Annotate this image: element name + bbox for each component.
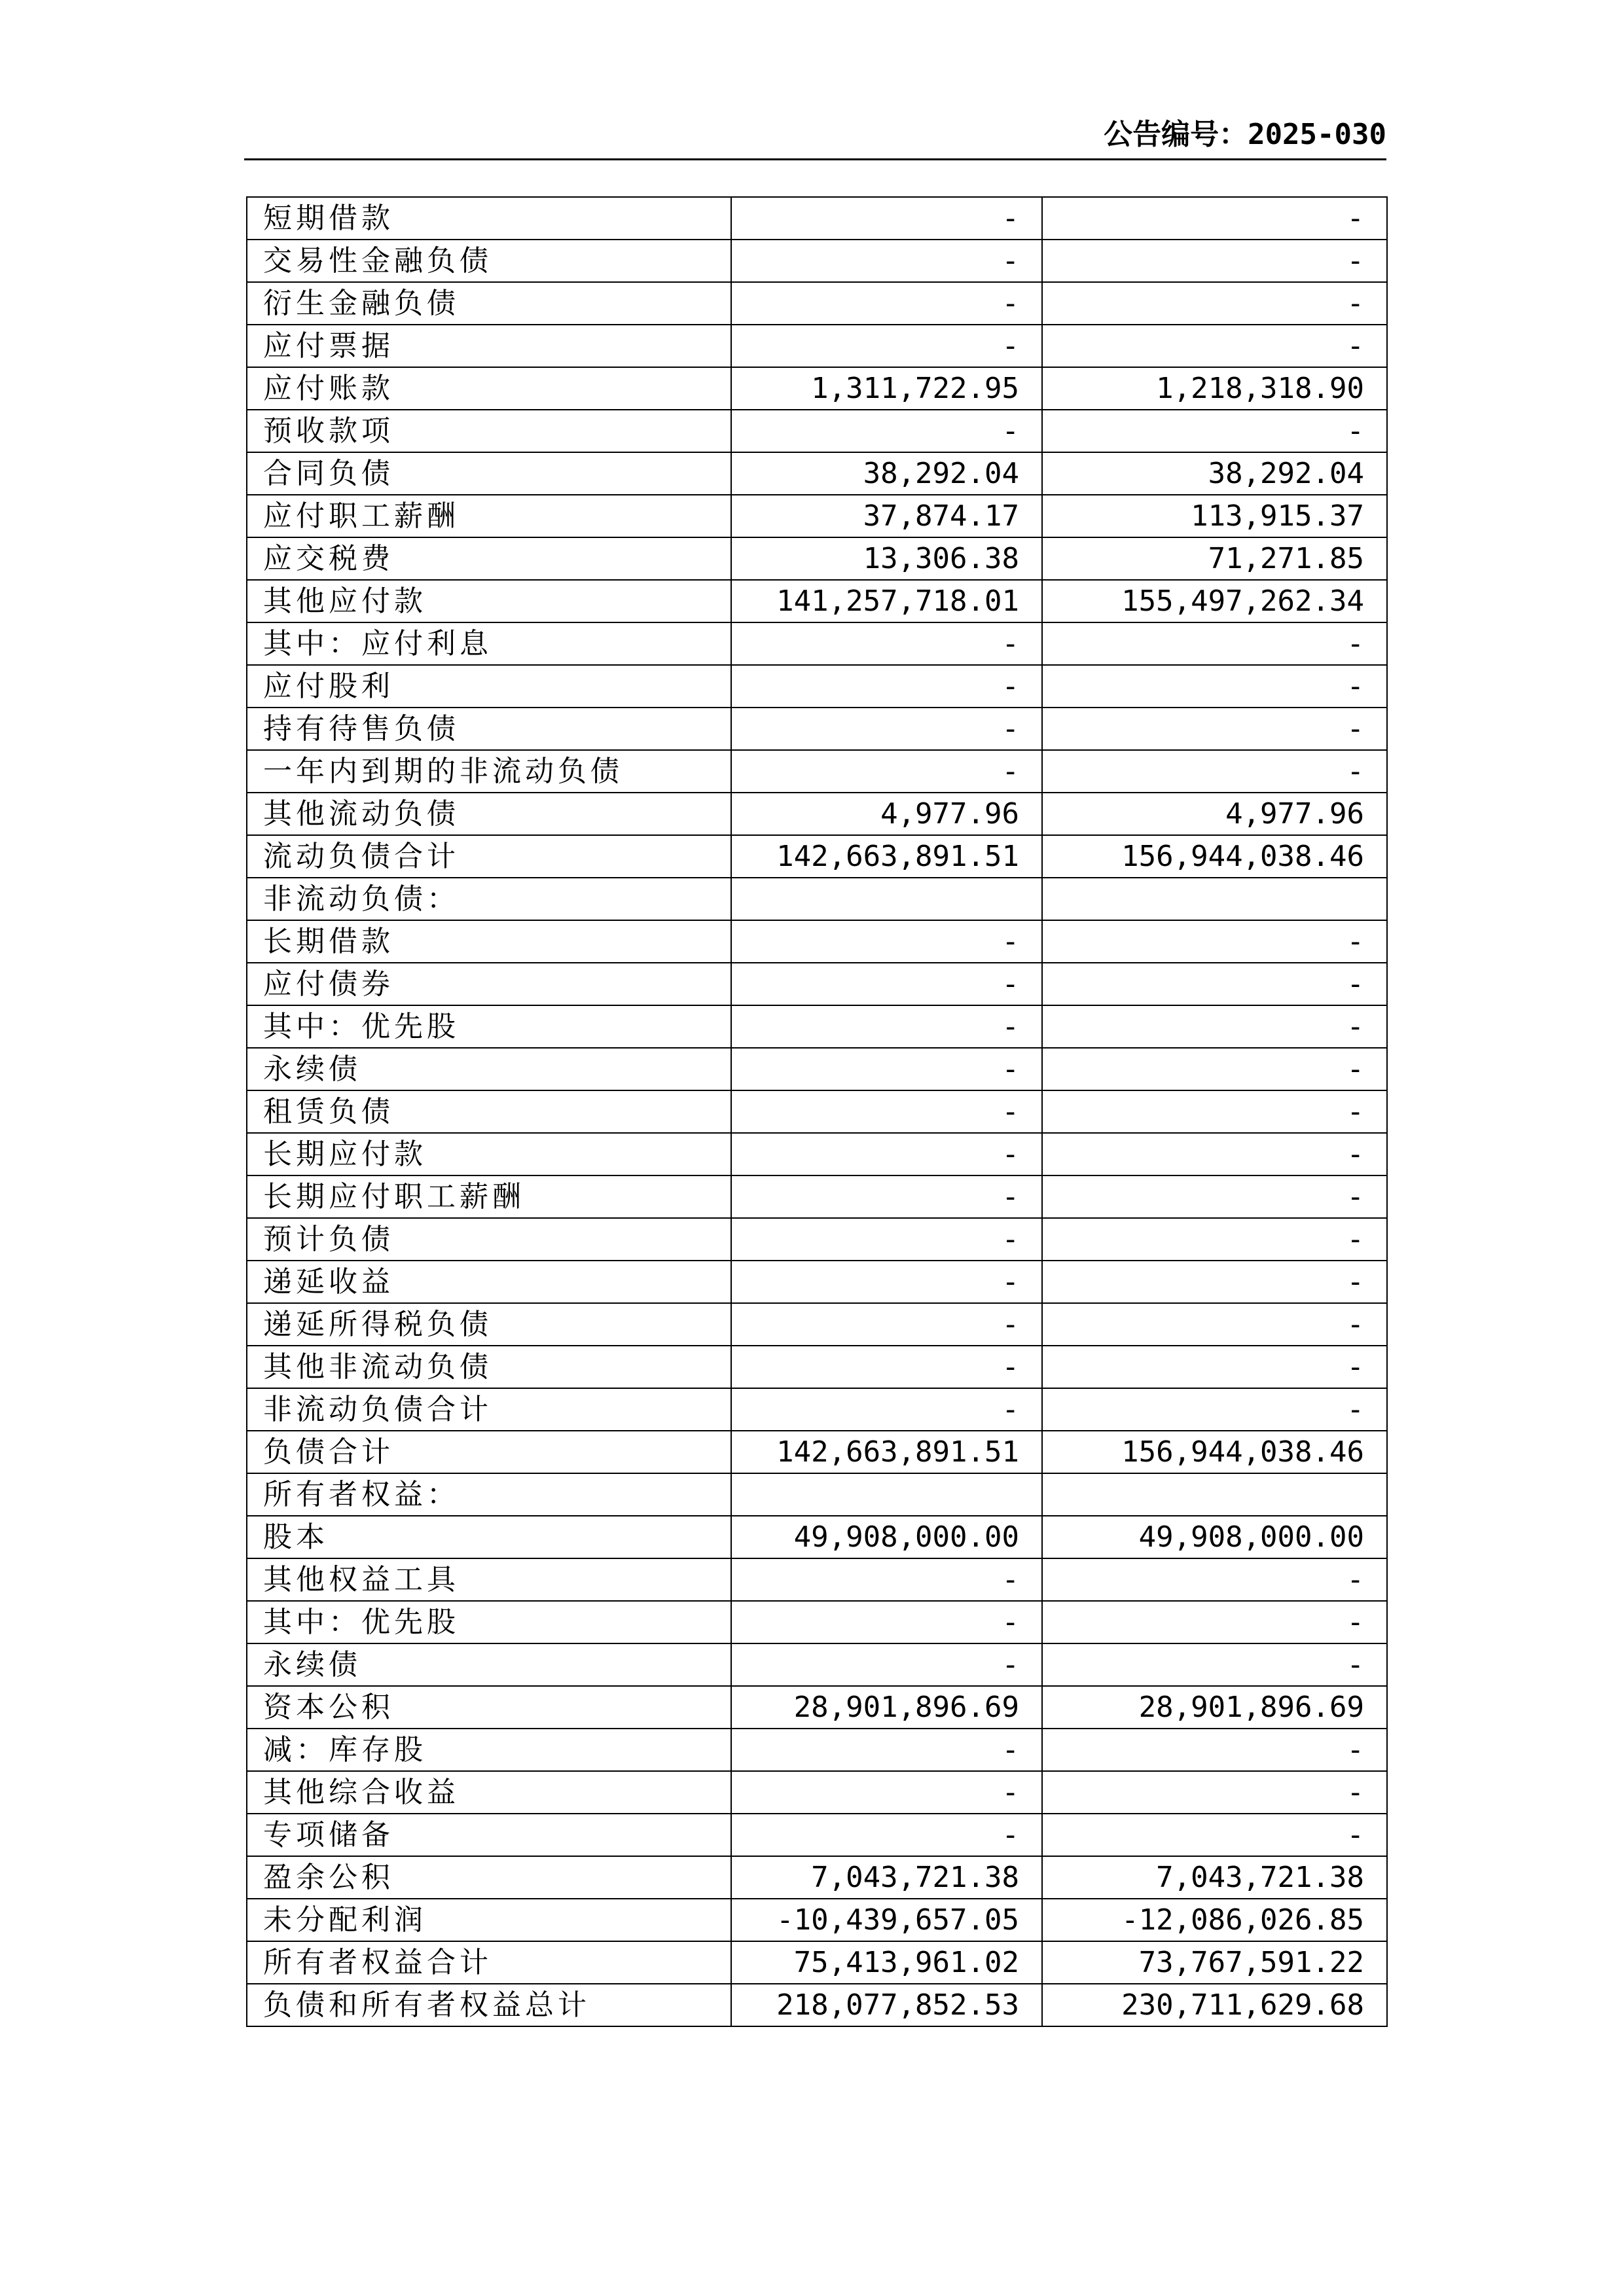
current-period-amount xyxy=(731,878,1042,920)
prior-period-amount: - xyxy=(1042,1388,1387,1431)
prior-period-amount: - xyxy=(1042,708,1387,750)
prior-period-amount: - xyxy=(1042,1729,1387,1771)
current-period-amount: 142,663,891.51 xyxy=(731,835,1042,878)
line-item-label: 资本公积 xyxy=(247,1686,731,1729)
table-row xyxy=(247,708,1387,750)
line-item-label: 交易性金融负债 xyxy=(247,240,731,282)
table-row xyxy=(247,1814,1387,1856)
prior-period-amount: 1,218,318.90 xyxy=(1042,367,1387,410)
current-period-amount: 49,908,000.00 xyxy=(731,1516,1042,1558)
prior-period-amount: - xyxy=(1042,1643,1387,1686)
line-item-label: 其他应付款 xyxy=(247,580,731,622)
line-item-label: 盈余公积 xyxy=(247,1856,731,1899)
current-period-amount: 142,663,891.51 xyxy=(731,1431,1042,1473)
current-period-amount: - xyxy=(731,920,1042,963)
table-row xyxy=(247,1048,1387,1090)
prior-period-amount: 71,271.85 xyxy=(1042,537,1387,580)
line-item-label: 租赁负债 xyxy=(247,1090,731,1133)
table-row xyxy=(247,750,1387,793)
current-period-amount: - xyxy=(731,1175,1042,1218)
line-item-label: 其他流动负债 xyxy=(247,793,731,835)
line-item-label: 负债合计 xyxy=(247,1431,731,1473)
line-item-label: 股本 xyxy=(247,1516,731,1558)
table-row xyxy=(247,963,1387,1005)
prior-period-amount: - xyxy=(1042,282,1387,325)
prior-period-amount: - xyxy=(1042,1558,1387,1601)
line-item-label: 减：库存股 xyxy=(247,1729,731,1771)
table-row xyxy=(247,1643,1387,1686)
line-item-label: 衍生金融负债 xyxy=(247,282,731,325)
table-row xyxy=(247,537,1387,580)
line-item-label: 合同负债 xyxy=(247,452,731,495)
prior-period-amount: 155,497,262.34 xyxy=(1042,580,1387,622)
balance-sheet-table xyxy=(246,196,1388,2027)
line-item-label: 应付债券 xyxy=(247,963,731,1005)
current-period-amount xyxy=(731,1473,1042,1516)
line-item-label: 应交税费 xyxy=(247,537,731,580)
table-row xyxy=(247,197,1387,240)
line-item-label: 负债和所有者权益总计 xyxy=(247,1984,731,2026)
current-period-amount: 28,901,896.69 xyxy=(731,1686,1042,1729)
line-item-label: 应付账款 xyxy=(247,367,731,410)
current-period-amount: 1,311,722.95 xyxy=(731,367,1042,410)
page-header xyxy=(244,118,1386,160)
prior-period-amount: - xyxy=(1042,665,1387,708)
current-period-amount: - xyxy=(731,1771,1042,1814)
line-item-label: 长期应付职工薪酬 xyxy=(247,1175,731,1218)
table-row xyxy=(247,878,1387,920)
table-row xyxy=(247,1558,1387,1601)
prior-period-amount: 49,908,000.00 xyxy=(1042,1516,1387,1558)
line-item-label: 应付职工薪酬 xyxy=(247,495,731,537)
current-period-amount: - xyxy=(731,622,1042,665)
prior-period-amount: - xyxy=(1042,1048,1387,1090)
table-row xyxy=(247,452,1387,495)
table-row xyxy=(247,1388,1387,1431)
prior-period-amount: - xyxy=(1042,1261,1387,1303)
prior-period-amount xyxy=(1042,1473,1387,1516)
prior-period-amount: 73,767,591.22 xyxy=(1042,1941,1387,1984)
current-period-amount: 37,874.17 xyxy=(731,495,1042,537)
line-item-label: 非流动负债： xyxy=(247,878,731,920)
current-period-amount: - xyxy=(731,750,1042,793)
line-item-label: 预计负债 xyxy=(247,1218,731,1261)
current-period-amount: - xyxy=(731,1388,1042,1431)
prior-period-amount: - xyxy=(1042,410,1387,452)
current-period-amount: 4,977.96 xyxy=(731,793,1042,835)
line-item-label: 预收款项 xyxy=(247,410,731,452)
prior-period-amount xyxy=(1042,878,1387,920)
prior-period-amount: 113,915.37 xyxy=(1042,495,1387,537)
prior-period-amount: - xyxy=(1042,325,1387,367)
current-period-amount: - xyxy=(731,963,1042,1005)
table-row xyxy=(247,920,1387,963)
table-row xyxy=(247,1346,1387,1388)
table-row xyxy=(247,282,1387,325)
current-period-amount: - xyxy=(731,1133,1042,1175)
current-period-amount: 75,413,961.02 xyxy=(731,1941,1042,1984)
table-row xyxy=(247,1601,1387,1643)
table-row xyxy=(247,835,1387,878)
table-row xyxy=(247,240,1387,282)
line-item-label: 应付票据 xyxy=(247,325,731,367)
table-row xyxy=(247,1729,1387,1771)
prior-period-amount: - xyxy=(1042,1771,1387,1814)
prior-period-amount: - xyxy=(1042,750,1387,793)
line-item-label: 所有者权益： xyxy=(247,1473,731,1516)
current-period-amount: - xyxy=(731,1090,1042,1133)
table-row xyxy=(247,1303,1387,1346)
current-period-amount: - xyxy=(731,1814,1042,1856)
current-period-amount: - xyxy=(731,1601,1042,1643)
table-row xyxy=(247,665,1387,708)
prior-period-amount: 38,292.04 xyxy=(1042,452,1387,495)
line-item-label: 永续债 xyxy=(247,1643,731,1686)
current-period-amount: - xyxy=(731,410,1042,452)
current-period-amount: 7,043,721.38 xyxy=(731,1856,1042,1899)
line-item-label: 所有者权益合计 xyxy=(247,1941,731,1984)
current-period-amount: - xyxy=(731,1005,1042,1048)
table-row xyxy=(247,410,1387,452)
table-row xyxy=(247,1133,1387,1175)
table-row xyxy=(247,1473,1387,1516)
prior-period-amount: 156,944,038.46 xyxy=(1042,1431,1387,1473)
prior-period-amount: - xyxy=(1042,920,1387,963)
line-item-label: 其中：应付利息 xyxy=(247,622,731,665)
table-row xyxy=(247,793,1387,835)
line-item-label: 其他权益工具 xyxy=(247,1558,731,1601)
current-period-amount: - xyxy=(731,325,1042,367)
table-row xyxy=(247,367,1387,410)
current-period-amount: 218,077,852.53 xyxy=(731,1984,1042,2026)
table-row xyxy=(247,1856,1387,1899)
prior-period-amount: - xyxy=(1042,1005,1387,1048)
line-item-label: 持有待售负债 xyxy=(247,708,731,750)
prior-period-amount: 230,711,629.68 xyxy=(1042,1984,1387,2026)
line-item-label: 递延所得税负债 xyxy=(247,1303,731,1346)
line-item-label: 其他综合收益 xyxy=(247,1771,731,1814)
line-item-label: 非流动负债合计 xyxy=(247,1388,731,1431)
line-item-label: 未分配利润 xyxy=(247,1899,731,1941)
table-row xyxy=(247,1771,1387,1814)
line-item-label: 长期借款 xyxy=(247,920,731,963)
current-period-amount: - xyxy=(731,1729,1042,1771)
current-period-amount: - xyxy=(731,665,1042,708)
current-period-amount: - xyxy=(731,240,1042,282)
line-item-label: 专项储备 xyxy=(247,1814,731,1856)
prior-period-amount: 4,977.96 xyxy=(1042,793,1387,835)
table-row xyxy=(247,1431,1387,1473)
current-period-amount: - xyxy=(731,282,1042,325)
announcement-number: 公告编号：2025-030 xyxy=(1104,118,1386,151)
line-item-label: 短期借款 xyxy=(247,197,731,240)
line-item-label: 递延收益 xyxy=(247,1261,731,1303)
table-row xyxy=(247,1984,1387,2026)
table-row xyxy=(247,1941,1387,1984)
table-row xyxy=(247,325,1387,367)
table-row xyxy=(247,495,1387,537)
prior-period-amount: - xyxy=(1042,1090,1387,1133)
table-row xyxy=(247,1005,1387,1048)
table-row xyxy=(247,1218,1387,1261)
prior-period-amount: - xyxy=(1042,622,1387,665)
prior-period-amount: - xyxy=(1042,1346,1387,1388)
prior-period-amount: - xyxy=(1042,1175,1387,1218)
current-period-amount: - xyxy=(731,197,1042,240)
balance-sheet-body xyxy=(247,197,1387,2026)
current-period-amount: 141,257,718.01 xyxy=(731,580,1042,622)
line-item-label: 其中：优先股 xyxy=(247,1005,731,1048)
prior-period-amount: - xyxy=(1042,963,1387,1005)
current-period-amount: - xyxy=(731,1643,1042,1686)
current-period-amount: - xyxy=(731,708,1042,750)
prior-period-amount: - xyxy=(1042,1814,1387,1856)
table-row xyxy=(247,580,1387,622)
prior-period-amount: -12,086,026.85 xyxy=(1042,1899,1387,1941)
line-item-label: 流动负债合计 xyxy=(247,835,731,878)
table-row xyxy=(247,1686,1387,1729)
prior-period-amount: - xyxy=(1042,1218,1387,1261)
current-period-amount: 13,306.38 xyxy=(731,537,1042,580)
prior-period-amount: - xyxy=(1042,197,1387,240)
line-item-label: 其他非流动负债 xyxy=(247,1346,731,1388)
current-period-amount: - xyxy=(731,1346,1042,1388)
prior-period-amount: - xyxy=(1042,1303,1387,1346)
current-period-amount: - xyxy=(731,1261,1042,1303)
table-row xyxy=(247,1261,1387,1303)
prior-period-amount: 156,944,038.46 xyxy=(1042,835,1387,878)
line-item-label: 一年内到期的非流动负债 xyxy=(247,750,731,793)
line-item-label: 其中：优先股 xyxy=(247,1601,731,1643)
table-row xyxy=(247,1090,1387,1133)
table-row xyxy=(247,622,1387,665)
table-row xyxy=(247,1516,1387,1558)
prior-period-amount: 28,901,896.69 xyxy=(1042,1686,1387,1729)
current-period-amount: - xyxy=(731,1303,1042,1346)
line-item-label: 永续债 xyxy=(247,1048,731,1090)
prior-period-amount: - xyxy=(1042,1133,1387,1175)
line-item-label: 应付股利 xyxy=(247,665,731,708)
prior-period-amount: - xyxy=(1042,1601,1387,1643)
current-period-amount: -10,439,657.05 xyxy=(731,1899,1042,1941)
current-period-amount: - xyxy=(731,1558,1042,1601)
line-item-label: 长期应付款 xyxy=(247,1133,731,1175)
table-row xyxy=(247,1175,1387,1218)
prior-period-amount: 7,043,721.38 xyxy=(1042,1856,1387,1899)
current-period-amount: - xyxy=(731,1218,1042,1261)
table-row xyxy=(247,1899,1387,1941)
current-period-amount: 38,292.04 xyxy=(731,452,1042,495)
prior-period-amount: - xyxy=(1042,240,1387,282)
current-period-amount: - xyxy=(731,1048,1042,1090)
